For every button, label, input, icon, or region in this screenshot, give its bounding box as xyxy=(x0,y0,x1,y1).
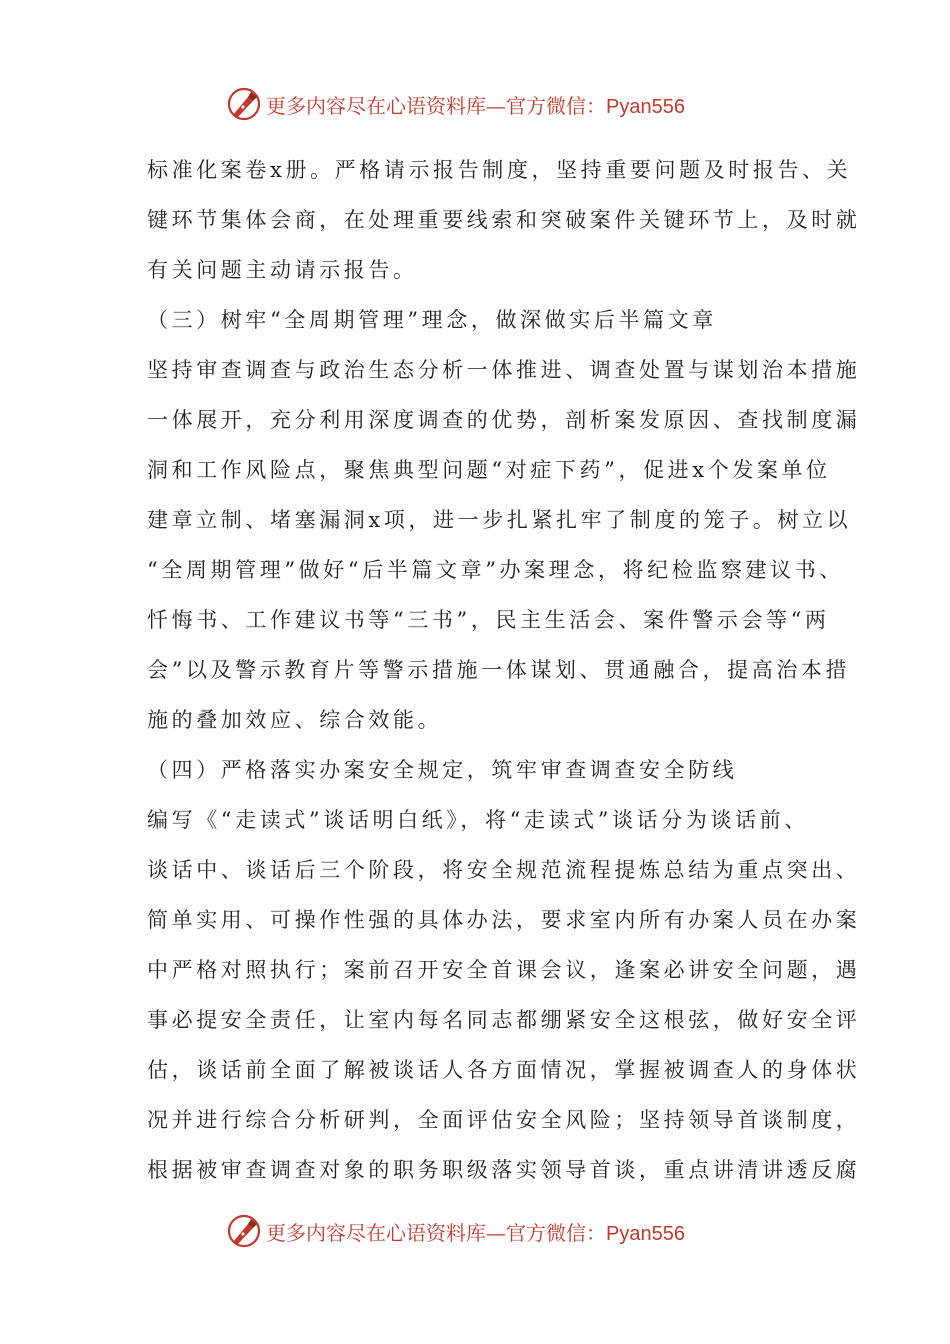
section-heading-3: （三）树牢“全周期管理”理念，做深做实后半篇文章 xyxy=(147,308,717,332)
body-line: 建章立制、堵塞漏洞x项，进一步扎紧扎牢了制度的笼子。树立以 xyxy=(147,508,852,532)
pen-nib-circle-icon xyxy=(226,1213,262,1249)
body-line: 洞和工作风险点，聚焦典型问题“对症下药”，促进x个发案单位 xyxy=(147,458,831,482)
section-heading-4: （四）严格落实办案安全规定，筑牢审查调查安全防线 xyxy=(147,758,738,782)
body-line: 一体展开，充分利用深度调查的优势，剖析案发原因、查找制度漏 xyxy=(147,408,861,432)
body-line: 键环节集体会商，在处理重要线索和突破案件关键环节上，及时就 xyxy=(147,208,861,232)
watermark-wechat-id: Pyan556 xyxy=(606,1222,685,1245)
body-line: 谈话中、谈话后三个阶段，将安全规范流程提炼总结为重点突出、 xyxy=(147,858,861,882)
body-line: 坚持审查调查与政治生态分析一体推进、调查处置与谋划治本措施 xyxy=(147,358,861,382)
body-line: 有关问题主动请示报告。 xyxy=(147,258,418,282)
body-line: 简单实用、可操作性强的具体办法，要求室内所有办案人员在办案 xyxy=(147,908,861,932)
header-watermark xyxy=(226,84,685,124)
body-line: 编写《“走读式”谈话明白纸》，将“走读式”谈话分为谈话前、 xyxy=(147,808,809,832)
body-line: 忏悔书、工作建议书等“三书”，民主生活会、案件警示会等“两 xyxy=(147,608,830,632)
body-line: 况并进行综合分析研判，全面评估安全风险；坚持领导首谈制度， xyxy=(147,1108,861,1132)
body-line: 估，谈话前全面了解被谈话人各方面情况，掌握被调查人的身体状 xyxy=(147,1058,861,1082)
body-line: 标准化案卷x册。严格请示报告制度，坚持重要问题及时报告、关 xyxy=(147,158,852,182)
body-line: 中严格对照执行；案前召开安全首课会议，逢案必讲安全问题，遇 xyxy=(147,958,861,982)
pen-nib-circle-icon xyxy=(226,86,262,122)
body-line: “全周期管理”做好“后半篇文章”办案理念，将纪检监察建议书、 xyxy=(147,558,844,582)
body-line: 会”以及警示教育片等警示措施一体谋划、贯通融合，提高治本措 xyxy=(147,658,851,682)
body-line: 事必提安全责任，让室内每名同志都绷紧安全这根弦，做好安全评 xyxy=(147,1008,861,1032)
watermark-wechat-id: Pyan556 xyxy=(606,95,685,118)
body-line: 施的叠加效应、综合效能。 xyxy=(147,708,443,732)
body-line: 根据被审查调查对象的职务职级落实领导首谈，重点讲清讲透反腐 xyxy=(147,1158,861,1182)
watermark-text: 更多内容尽在心语资料库—官方微信：Pyan556 xyxy=(266,1220,685,1245)
document-body xyxy=(147,145,861,1195)
footer-watermark xyxy=(226,1211,685,1251)
watermark-text: 更多内容尽在心语资料库—官方微信：Pyan556 xyxy=(266,93,685,118)
